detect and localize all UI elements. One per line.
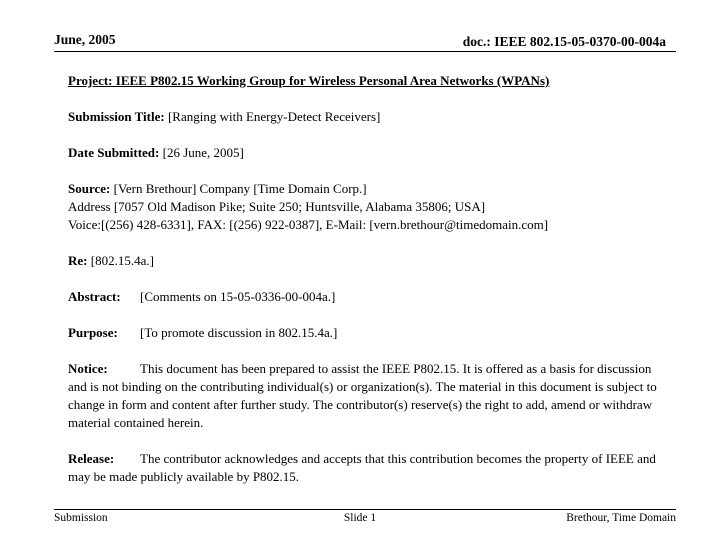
header-doc-number: doc.: IEEE 802.15-05-0370-00-004a (462, 34, 666, 49)
source-value: [Vern Brethour] Company [Time Domain Corp.] (113, 181, 367, 196)
submission-title-value: [Ranging with Energy-Detect Receivers] (167, 109, 381, 124)
abstract-label: Abstract: (68, 289, 121, 304)
re-label: Re: (68, 253, 88, 268)
header-rule (54, 51, 676, 52)
notice-label: Notice: (68, 361, 108, 376)
re-value: [802.15.4a.] (90, 253, 154, 268)
purpose-value: [To promote discussion in 802.15.4a.] (140, 325, 338, 340)
source-contact: Voice:[(256) 428-6331], FAX: [(256) 922-0387], E-Mail: [vern.brethour@timedomain.com] (68, 217, 549, 232)
date-submitted (68, 144, 668, 162)
purpose (68, 324, 668, 342)
project-title: Project: IEEE P802.15 Working Group for Wireless Personal Area Networks (WPANs) (68, 73, 550, 88)
header-date: June, 2005 (54, 32, 116, 47)
source-address: Address [7057 Old Madison Pike; Suite 250; Huntsville, Alabama 35806; USA] (68, 199, 486, 214)
submission-title-label: Submission Title: (68, 109, 165, 124)
footer-left: Submission (54, 512, 108, 524)
notice (68, 360, 668, 432)
source-label: Source: (68, 181, 111, 196)
notice-value: This document has been prepared to assist the IEEE P802.15. It is offered as a basis for discussion and is not binding on the contributing individual(s) or organization(s). The material in this document is subject to change in form and content after further study. The contributor(s) reserve(s) the right to add, amend or withdraw material contained herein. (68, 361, 657, 430)
document-body (68, 72, 668, 486)
purpose-label: Purpose: (68, 325, 118, 340)
abstract-value: [Comments on 15-05-0336-00-004a.] (140, 289, 336, 304)
release (68, 450, 668, 486)
release-label: Release: (68, 451, 115, 466)
footer-rule (54, 509, 676, 510)
abstract (68, 288, 668, 306)
submission-title (68, 108, 668, 126)
source (68, 180, 668, 198)
date-submitted-label: Date Submitted: (68, 145, 160, 160)
re (68, 252, 668, 270)
footer-right: Brethour, Time Domain (566, 512, 676, 524)
release-value: The contributor acknowledges and accepts that this contribution becomes the property of IEEE and may be made publicly available by P802.15. (68, 451, 656, 484)
date-submitted-value: [26 June, 2005] (162, 145, 244, 160)
footer-slide-number: Slide 1 (343, 512, 377, 524)
